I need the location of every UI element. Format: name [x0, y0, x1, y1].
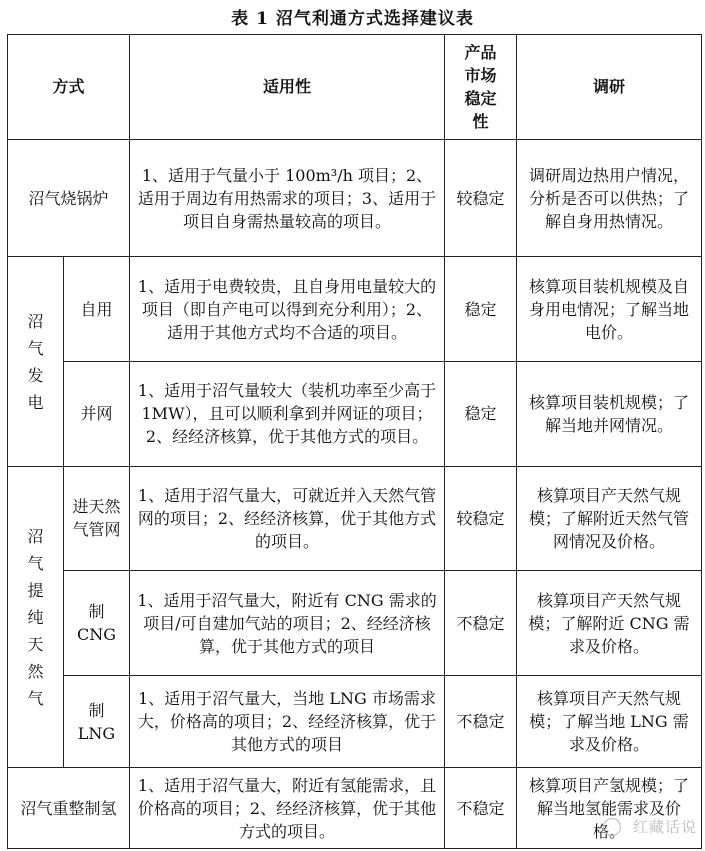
stability-cell: 不稳定	[445, 768, 517, 849]
suggestion-table	[7, 34, 702, 849]
applicability-cell: 1、适用于沼气量大，附近有 CNG 需求的项目/可自建加气站的项目；2、经经济核算，优于其他方式的项目	[130, 571, 445, 676]
method-cell: 自用	[64, 257, 130, 362]
method-cell: 沼气重整制氢	[8, 768, 130, 849]
header-stability: 产品市场稳定性	[445, 35, 517, 140]
research-cell: 核算项目装机规模及自身用电情况；了解当地电价。	[517, 257, 702, 362]
applicability-cell: 1、适用于沼气量较大（装机功率至少高于 1MW），且可以顺利拿到并网证的项目；2、经经济核算，优于其他方式的项目。	[130, 362, 445, 467]
research-cell: 核算项目产天然气规模；了解附近 CNG 需求及价格。	[517, 571, 702, 676]
stability-cell: 较稳定	[445, 466, 517, 571]
header-applicability: 适用性	[130, 35, 445, 140]
stability-cell: 稳定	[445, 257, 517, 362]
method-cell: 并网	[64, 362, 130, 467]
research-cell: 核算项目产天然气规模；了解当地 LNG 需求及价格。	[517, 675, 702, 768]
method-cell: 沼气烧锅炉	[8, 139, 130, 257]
research-cell: 调研周边热用户情况，分析是否可以供热；了解自身用热情况。	[517, 139, 702, 257]
header-method: 方式	[8, 35, 130, 140]
stability-cell: 较稳定	[445, 139, 517, 257]
table-title: 表 1 沼气利通方式选择建议表	[231, 9, 474, 29]
method-cell: 制 LNG	[64, 675, 130, 768]
applicability-cell: 1、适用于沼气量大，可就近并入天然气管网的项目；2、经经济核算，优于其他方式的项目。	[130, 466, 445, 571]
applicability-cell: 1、适用于电费较贵，且自身用电量较大的项目（即自产电可以得到充分利用）；2、适用于其他方式均不合适的项目。	[130, 257, 445, 362]
stability-cell: 不稳定	[445, 571, 517, 676]
method-cell: 进天然气管网	[64, 466, 130, 571]
stability-cell: 稳定	[445, 362, 517, 467]
group-cell: 沼气提纯天然气	[8, 466, 64, 768]
research-cell: 核算项目产氢规模；了解当地氢能需求及价格。	[517, 768, 702, 849]
applicability-cell: 1、适用于沼气量大，附近有氢能需求，且价格高的项目；2、经经济核算，优于其他方式的项目。	[130, 768, 445, 849]
research-cell: 核算项目装机规模；了解当地并网情况。	[517, 362, 702, 467]
header-research: 调研	[517, 35, 702, 140]
stability-cell: 不稳定	[445, 675, 517, 768]
research-cell: 核算项目产天然气规模；了解附近天然气管网情况及价格。	[517, 466, 702, 571]
applicability-cell: 1、适用于气量小于 100m³/h 项目；2、适用于周边有用热需求的项目；3、适用于项目自身需热量较高的项目。	[130, 139, 445, 257]
group-cell: 沼气发电	[8, 257, 64, 466]
watermark: 红藏话说	[632, 818, 697, 836]
method-cell: 制 CNG	[64, 571, 130, 676]
applicability-cell: 1、适用于沼气量大，当地 LNG 市场需求大，价格高的项目；2、经经济核算，优于其他方式的项目	[130, 675, 445, 768]
watermark-logo-icon	[603, 818, 621, 836]
